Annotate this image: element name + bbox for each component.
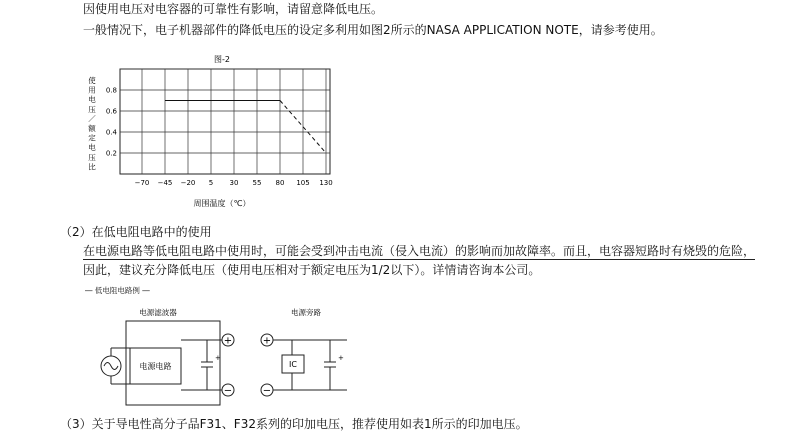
y-tick-label: 0.4 (105, 128, 117, 137)
x-tick-label: 55 (252, 179, 262, 187)
x-tick-label: 5 (208, 179, 214, 187)
bypass-minus-sign: − (262, 385, 272, 397)
bypass-plus-sign: + (262, 335, 272, 347)
y-tick-label: 0.8 (105, 86, 117, 95)
intro-line-2: 一般情况下，电子机器部件的降低电压的设定多利用如图2所示的NASA APPLICATION NOTE，请参考使用。 (83, 23, 663, 37)
y-label-char: ／ (88, 114, 96, 124)
x-tick-label: −45 (157, 179, 173, 187)
y-label-char: 用 (88, 85, 96, 95)
section-3-heading: （3）关于导电性高分子品F31、F32系列的印加电压，推荐使用如表1所示的印加电压。 (60, 417, 528, 431)
circuit-example-label: ― 低电阻电路例 ― (85, 286, 150, 295)
chart-series (165, 101, 326, 154)
power-bypass-circuit (261, 307, 347, 397)
y-label-char: 额 (88, 124, 96, 133)
section-2-paragraph-line-2: 因此，建议充分降低电压（使用电压相对于额定电压为1/2以下）。详情请咨询本公司。 (83, 263, 541, 277)
y-label-char: 电 (88, 95, 96, 105)
ic-label: IC (289, 360, 297, 369)
circuit-diagrams (0, 300, 800, 410)
section-2-heading: （2）在低电阻电路中的使用 (60, 225, 212, 239)
chart-grid (120, 69, 330, 174)
sine-wave-icon (104, 363, 118, 370)
x-tick-label: 80 (275, 179, 285, 187)
y-label-char: 压 (88, 104, 96, 114)
y-label-char: 比 (88, 162, 96, 172)
power-circuit-label: 电源电路 (139, 362, 172, 371)
y-label-char: 定 (88, 133, 96, 143)
filter-title: 电源滤波器 (139, 308, 177, 317)
intro-line-1: 因使用电压对电容器的可靠性有影响，请留意降低电压。 (83, 2, 384, 16)
y-tick-label: 0.2 (105, 149, 117, 158)
section-2-paragraph-line-1: 在电源电路等低电阻电路中使用时，可能会受到冲击电流（侵入电流）的影响而加故障率。而且，电容器短路时有烧毁的危险， (83, 244, 756, 258)
derating-chart-svg (0, 0, 800, 215)
chart-frame (120, 69, 330, 174)
filter-capacitor-polarity: + (215, 354, 221, 362)
chart-ticks (106, 87, 333, 188)
x-tick-label: −70 (134, 179, 150, 187)
filter-plus-sign: + (223, 335, 233, 347)
chart-y-axis-label (88, 75, 96, 171)
chart-title: 图-2 (214, 55, 230, 64)
y-label-char: 使 (88, 76, 96, 85)
bypass-title: 电源旁路 (291, 308, 321, 317)
x-tick-label: 130 (319, 179, 333, 187)
bypass-capacitor-polarity: + (338, 354, 344, 362)
x-tick-label: −20 (180, 179, 196, 187)
x-tick-label: 105 (296, 179, 310, 187)
y-label-char: 压 (88, 152, 96, 162)
power-filter-circuit (101, 307, 234, 405)
x-tick-label: 30 (229, 179, 239, 187)
filter-minus-sign: − (223, 385, 233, 397)
y-label-char: 电 (88, 143, 96, 153)
derating-chart (0, 0, 800, 215)
y-tick-label: 0.6 (105, 107, 117, 116)
chart-x-axis-label: 周围温度（℃） (193, 199, 251, 208)
